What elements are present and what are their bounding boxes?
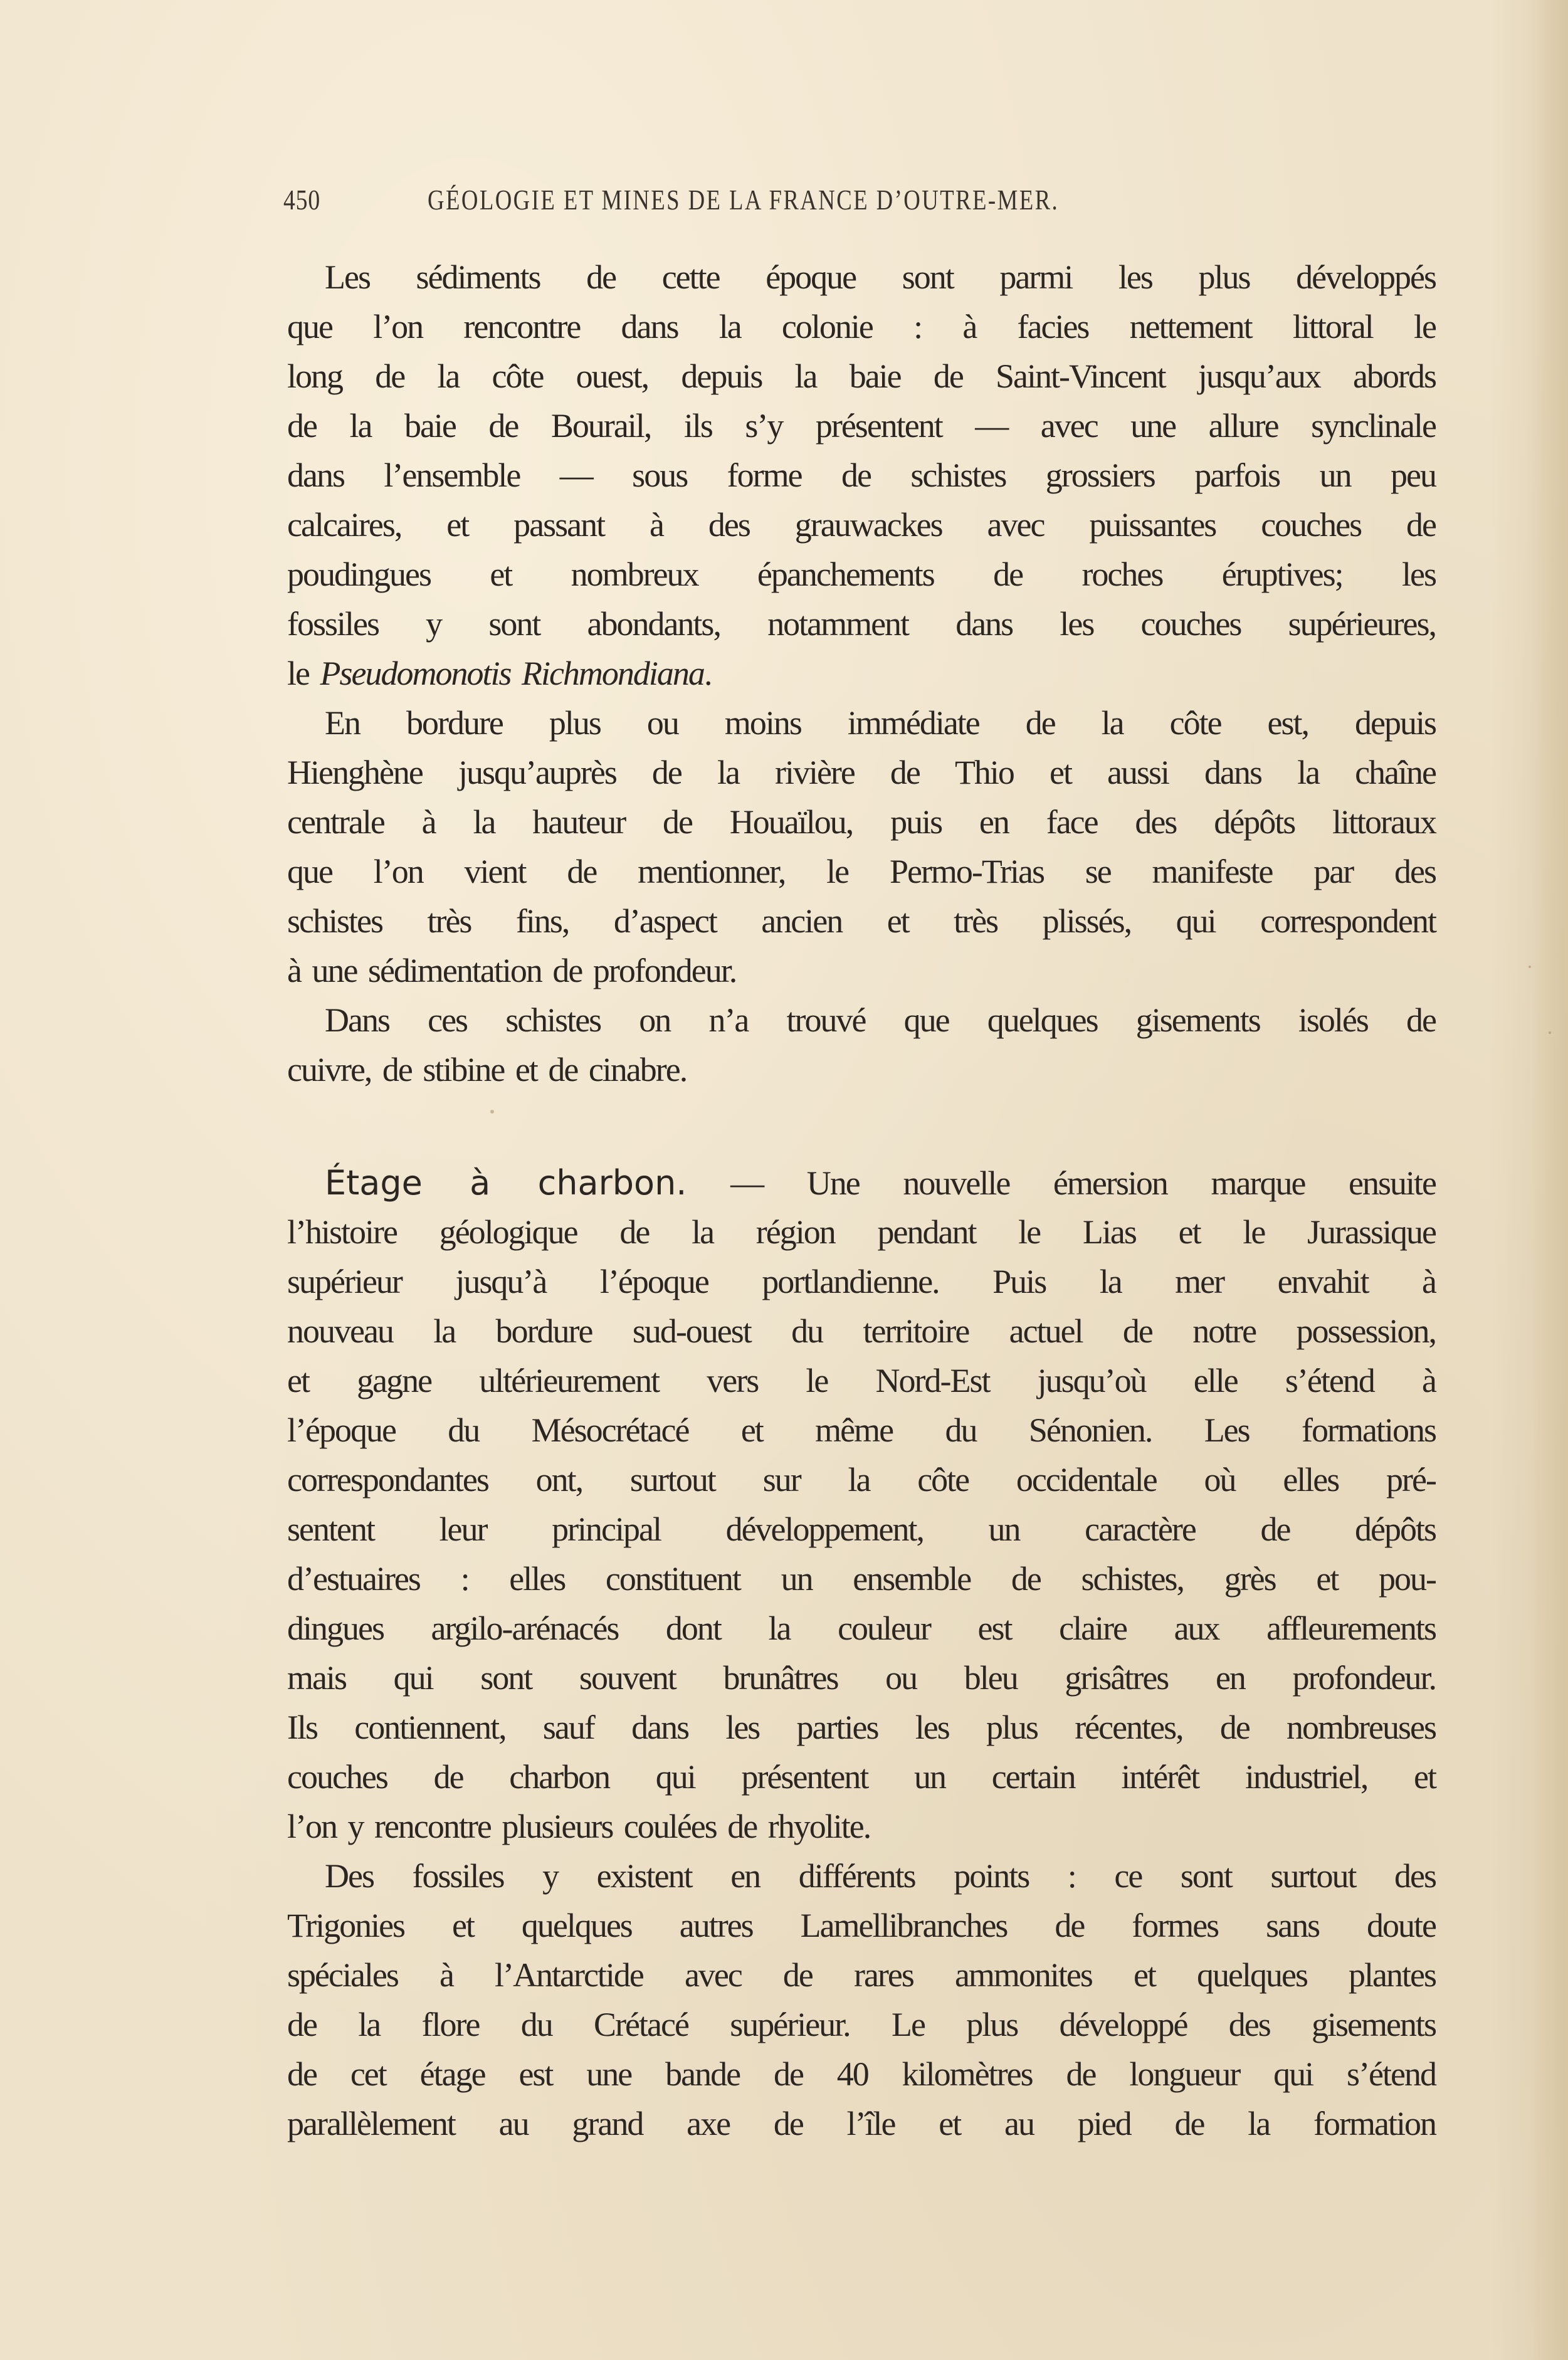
text-line: mais qui sont souvent brunâtres ou bleu grisâtres en profondeur.	[287, 1659, 1436, 1697]
paper-speck	[1529, 966, 1531, 968]
text-line: l’histoire géologique de la région pendant le Lias et le Jurassique	[287, 1213, 1436, 1251]
text-line: l’époque du Mésocrétacé et même du Sénonien. Les formations	[287, 1411, 1436, 1449]
page-number: 450	[283, 184, 321, 216]
text-line: Des fossiles y existent en différents points : ce sont surtout des	[325, 1857, 1436, 1895]
text-line: Étage à charbon. — Une nouvelle émersion marque ensuite	[325, 1163, 1436, 1203]
text-line: d’estuaires : elles constituent un ensemble de schistes, grès et pou-	[287, 1560, 1436, 1598]
text-line: En bordure plus ou moins immédiate de la côte est, depuis	[325, 704, 1436, 742]
paper-speck	[1549, 1031, 1551, 1034]
text-line: de la flore du Crétacé supérieur. Le plus développé des gisements	[287, 2006, 1436, 2043]
text-line: fossiles y sont abondants, notamment dans les couches supérieures,	[287, 605, 1436, 643]
page-edge-shadow	[1530, 0, 1568, 2360]
text-line: et gagne ultérieurement vers le Nord-Est jusqu’où elle s’étend à	[287, 1362, 1436, 1399]
paragraph	[287, 1852, 1436, 2149]
text-line: de cet étage est une bande de 40 kilomètres de longueur qui s’étend	[287, 2055, 1436, 2093]
text-line: long de la côte ouest, depuis la baie de Saint-Vincent jusqu’aux abords	[287, 357, 1436, 395]
text-line: que l’on vient de mentionner, le Permo-Trias se manifeste par des	[287, 853, 1436, 890]
text-line: de la baie de Bourail, ils s’y présentent — avec une allure synclinale	[287, 407, 1436, 445]
body-text	[287, 253, 1436, 2149]
text-line: spéciales à l’Antarctide avec de rares ammonites et quelques plantes	[287, 1956, 1436, 1994]
text-line: centrale à la hauteur de Houaïlou, puis en face des dépôts littoraux	[287, 803, 1436, 841]
text-line: correspondantes ont, surtout sur la côte occidentale où elles pré-	[287, 1461, 1436, 1499]
paragraph	[287, 996, 1436, 1095]
text-line: schistes très fins, d’aspect ancien et très plissés, qui correspondent	[287, 902, 1436, 940]
text-line: Hienghène jusqu’auprès de la rivière de Thio et aussi dans la chaîne	[287, 754, 1436, 791]
text-line: le Pseudomonotis Richmondiana.	[287, 655, 712, 692]
text-line: calcaires, et passant à des grauwackes avec puissantes couches de	[287, 506, 1436, 544]
text-line: Les sédiments de cette époque sont parmi les plus développés	[325, 258, 1436, 296]
paragraph	[287, 698, 1436, 996]
text-line: couches de charbon qui présentent un certain intérêt industriel, et	[287, 1758, 1436, 1796]
section-spacer	[287, 1095, 1436, 1158]
paragraph	[287, 1158, 1436, 1852]
text-line: Dans ces schistes on n’a trouvé que quelques gisements isolés de	[325, 1001, 1436, 1039]
paragraph	[287, 253, 1436, 698]
text-line: que l’on rencontre dans la colonie : à facies nettement littoral le	[287, 308, 1436, 345]
text-line: cuivre, de stibine et de cinabre.	[287, 1051, 687, 1088]
paper-speck	[490, 1110, 494, 1114]
text-line: supérieur jusqu’à l’époque portlandienne. Puis la mer envahit à	[287, 1263, 1436, 1300]
text-line: poudingues et nombreux épanchements de roches éruptives; les	[287, 556, 1436, 593]
running-title: GÉOLOGIE ET MINES DE LA FRANCE D’OUTRE-MER.	[428, 184, 1060, 216]
text-line: dans l’ensemble — sous forme de schistes grossiers parfois un peu	[287, 456, 1436, 494]
text-line: Ils contiennent, sauf dans les parties les plus récentes, de nombreuses	[287, 1709, 1436, 1746]
text-line: Trigonies et quelques autres Lamellibranches de formes sans doute	[287, 1907, 1436, 1944]
text-line: sentent leur principal développement, un caractère de dépôts	[287, 1510, 1436, 1548]
species-name: Pseudomonotis Richmondiana	[320, 655, 704, 692]
section-heading: Étage à charbon.	[325, 1163, 687, 1203]
text-line: à une sédimentation de profondeur.	[287, 952, 737, 989]
text-line: l’on y rencontre plusieurs coulées de rhyolite.	[287, 1808, 871, 1845]
text-line: parallèlement au grand axe de l’île et au pied de la formation	[287, 2105, 1436, 2142]
running-header	[283, 183, 1437, 227]
text-line: nouveau la bordure sud-ouest du territoire actuel de notre possession,	[287, 1312, 1436, 1350]
text-line: dingues argilo-arénacés dont la couleur est claire aux affleurements	[287, 1609, 1436, 1647]
